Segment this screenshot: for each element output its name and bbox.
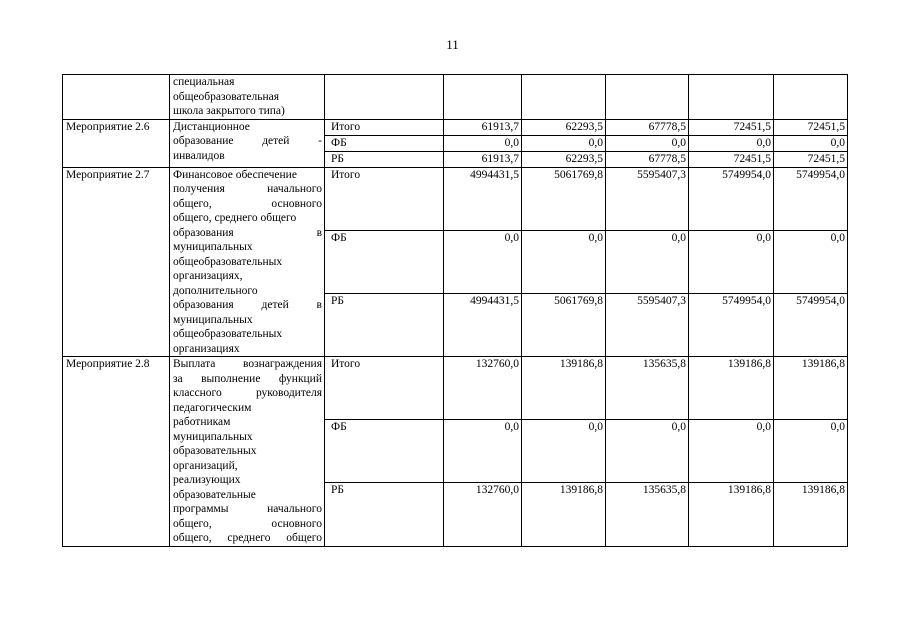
value-cell: 0,0	[774, 420, 848, 483]
value-cell: 0,0	[444, 230, 522, 293]
budget-table-body	[63, 75, 848, 547]
table-row	[63, 357, 848, 420]
description-line: реализующих	[173, 474, 241, 486]
value-cell: 61913,7	[444, 119, 522, 135]
description-line: образование детей -	[173, 135, 322, 147]
value-cell: 135635,8	[606, 357, 689, 420]
value-cell: 5749954,0	[689, 293, 774, 356]
funding-source-label: ФБ	[325, 420, 444, 483]
description-line: общеобразовательная	[173, 90, 279, 103]
value-cell: 67778,5	[606, 151, 689, 167]
value-cell	[689, 75, 774, 120]
funding-source-label: ФБ	[325, 230, 444, 293]
value-cell: 72451,5	[774, 119, 848, 135]
measure-code: Мероприятие 2.8	[63, 357, 170, 547]
value-cell: 0,0	[689, 420, 774, 483]
funding-source-label: ФБ	[325, 135, 444, 151]
value-cell: 72451,5	[689, 119, 774, 135]
value-cell: 0,0	[606, 135, 689, 151]
description-line: школа закрытого типа)	[173, 105, 285, 117]
description-line: общеобразовательных	[173, 255, 283, 268]
value-cell	[444, 75, 522, 120]
value-cell: 0,0	[522, 135, 606, 151]
value-cell: 0,0	[444, 420, 522, 483]
description-line: общего, основного	[173, 197, 322, 210]
value-cell: 62293,5	[522, 119, 606, 135]
value-cell: 0,0	[522, 420, 606, 483]
value-cell	[522, 75, 606, 120]
description-line: программы начального	[173, 503, 322, 515]
value-cell: 139186,8	[522, 357, 606, 420]
table-row	[63, 119, 848, 135]
description-line: общего, среднего общего	[173, 212, 297, 224]
description-line: муниципальных	[173, 241, 253, 253]
value-cell: 67778,5	[606, 119, 689, 135]
funding-source-cell	[325, 75, 444, 120]
value-cell: 4994431,5	[444, 167, 522, 230]
description-line: классного руководителя	[173, 387, 322, 399]
value-cell: 139186,8	[774, 483, 848, 546]
description-line: общего, основного	[173, 517, 322, 530]
value-cell: 5749954,0	[774, 167, 848, 230]
description-line: общеобразовательных	[173, 328, 283, 340]
value-cell: 4994431,5	[444, 293, 522, 356]
description-line: за выполнение функций	[173, 372, 322, 385]
value-cell: 61913,7	[444, 151, 522, 167]
funding-source-label: РБ	[325, 293, 444, 356]
value-cell: 0,0	[522, 230, 606, 293]
description-line: дополнительного	[173, 284, 258, 297]
description-line: образования в	[173, 226, 322, 239]
value-cell: 72451,5	[689, 151, 774, 167]
measure-description	[170, 167, 325, 357]
value-cell: 0,0	[774, 230, 848, 293]
value-cell: 139186,8	[689, 483, 774, 546]
description-line: получения начального	[173, 183, 322, 195]
description-line: образовательные	[173, 488, 256, 501]
table-row	[63, 167, 848, 230]
description-line: работникам	[173, 416, 231, 428]
description-line: специальная	[173, 76, 235, 88]
value-cell: 5595407,3	[606, 167, 689, 230]
value-cell: 0,0	[689, 230, 774, 293]
value-cell: 5061769,8	[522, 293, 606, 356]
value-cell: 135635,8	[606, 483, 689, 546]
budget-table	[62, 74, 848, 547]
measure-code: Мероприятие 2.6	[63, 119, 170, 167]
description-line: образования детей в	[173, 299, 322, 311]
value-cell	[774, 75, 848, 120]
value-cell: 62293,5	[522, 151, 606, 167]
value-cell	[606, 75, 689, 120]
measure-description-cell	[170, 75, 325, 120]
measure-description	[170, 119, 325, 167]
value-cell: 0,0	[606, 230, 689, 293]
value-cell: 0,0	[689, 135, 774, 151]
value-cell: 72451,5	[774, 151, 848, 167]
value-cell: 5749954,0	[689, 167, 774, 230]
funding-source-label: Итого	[325, 357, 444, 420]
description-line: образовательных	[173, 445, 257, 457]
description-line: Выплата вознаграждения	[173, 358, 322, 370]
description-line: Финансовое обеспечение	[173, 168, 297, 181]
value-cell: 139186,8	[522, 483, 606, 546]
measure-description	[170, 357, 325, 547]
description-line: педагогическим	[173, 401, 252, 414]
description-line: организаций,	[173, 459, 238, 472]
description-line: организациях,	[173, 270, 243, 282]
funding-source-label: Итого	[325, 167, 444, 230]
value-cell: 139186,8	[689, 357, 774, 420]
value-cell: 5595407,3	[606, 293, 689, 356]
value-cell: 0,0	[606, 420, 689, 483]
value-cell: 0,0	[444, 135, 522, 151]
value-cell: 5061769,8	[522, 167, 606, 230]
description-line: муниципальных	[173, 313, 253, 326]
funding-source-label: РБ	[325, 483, 444, 546]
description-line: общего, среднего общего	[173, 532, 322, 544]
funding-source-label: Итого	[325, 119, 444, 135]
description-line: организациях	[173, 342, 240, 355]
value-cell: 139186,8	[774, 357, 848, 420]
table-row-continuation	[63, 75, 848, 120]
value-cell: 132760,0	[444, 483, 522, 546]
measure-code: Мероприятие 2.7	[63, 167, 170, 357]
description-line: инвалидов	[173, 149, 225, 162]
measure-code-cell	[63, 75, 170, 120]
value-cell: 132760,0	[444, 357, 522, 420]
funding-source-label: РБ	[325, 151, 444, 167]
value-cell: 0,0	[774, 135, 848, 151]
value-cell: 5749954,0	[774, 293, 848, 356]
page-number: 11	[446, 37, 459, 52]
description-line: муниципальных	[173, 430, 253, 443]
description-line: Дистанционное	[173, 120, 250, 133]
